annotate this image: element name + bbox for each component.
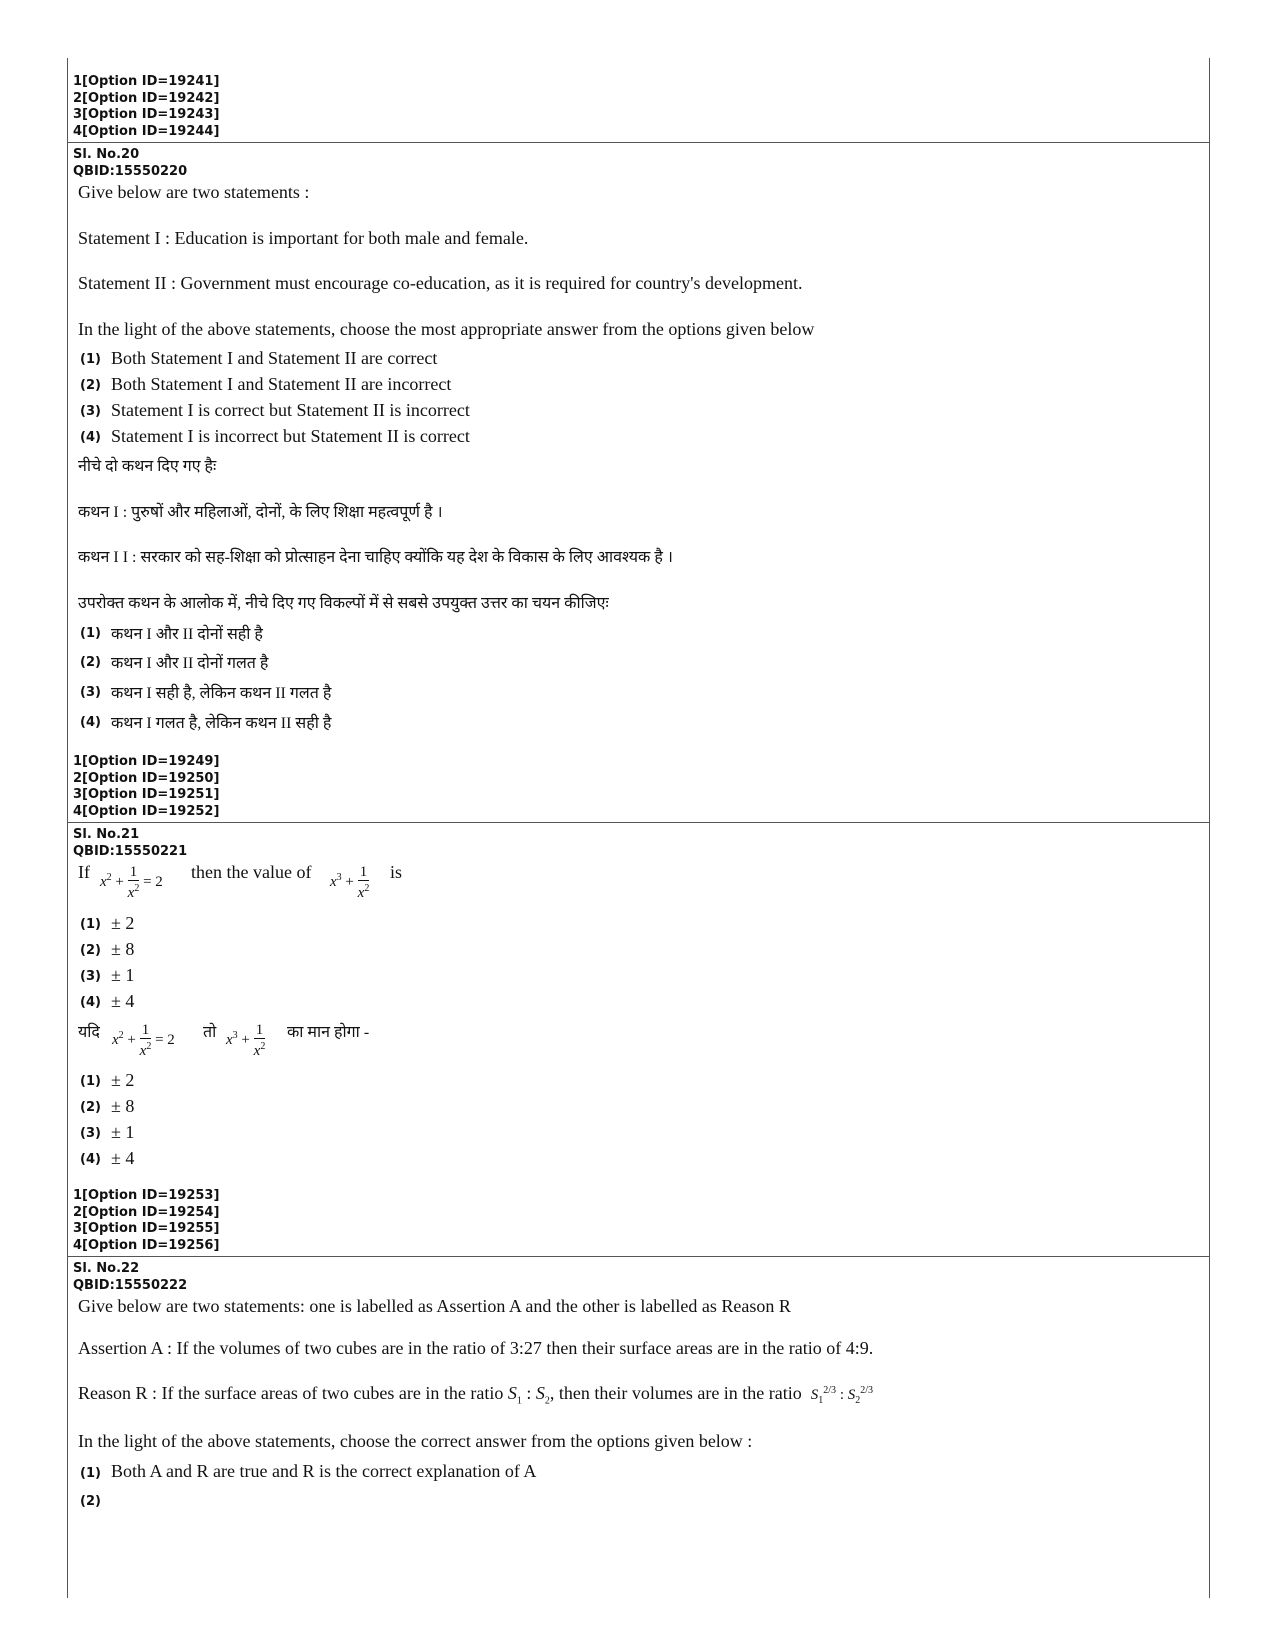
option-number: (1)	[80, 626, 101, 641]
q19-option-ids	[73, 74, 219, 140]
q21-hi-equation: $x^2$ + $\frac{1}{x^2}$ = 2	[112, 1022, 175, 1059]
option-number: (3)	[80, 404, 101, 419]
option-text: कथन I और II दोनों सही है	[111, 626, 263, 643]
option-text: कथन I सही है, लेकिन कथन II गलत है	[111, 685, 332, 702]
variable: x	[253, 1043, 261, 1059]
option-text: ± 1	[111, 965, 135, 985]
subscript: 2	[855, 1395, 861, 1406]
fraction	[358, 864, 370, 901]
option-id: 2[Option ID=19242]	[73, 90, 220, 106]
q21-target-expression: $x^3$ + $\frac{1}{x^2}$	[330, 864, 370, 901]
option-id: 1[Option ID=19249]	[73, 754, 220, 769]
q21-en-if: If	[78, 862, 90, 882]
numerator: 1	[359, 864, 368, 880]
option-text: Statement I is incorrect but Statement II is correct	[111, 426, 470, 446]
reason-text: , then their volumes are in the ratio	[549, 1383, 802, 1403]
q21-option-ids	[73, 1188, 219, 1254]
fraction	[128, 864, 140, 901]
q20-hi-intro: नीचे दो कथन दिए गए हैः	[78, 458, 217, 475]
variable: x	[226, 1031, 233, 1048]
qbid: QBID:15550222	[73, 1277, 188, 1293]
option-text: Both A and R are true and R is the correct explanation of A	[111, 1461, 537, 1481]
reason-text: Reason R : If the surface areas of two cubes are in the ratio	[78, 1383, 508, 1403]
variable: x	[100, 873, 107, 890]
option-number: (3)	[80, 969, 101, 984]
option-text: कथन I गलत है, लेकिन कथन II सही है	[111, 715, 332, 732]
option-number: (2)	[80, 943, 101, 958]
option-id: 2[Option ID=19254]	[73, 1204, 220, 1220]
option-number: (4)	[80, 430, 101, 445]
denominator	[128, 880, 140, 901]
exponent: 2	[260, 1041, 266, 1052]
option-number: (2)	[80, 378, 101, 393]
q20-option-ids	[73, 754, 219, 820]
option-number: (3)	[80, 1126, 101, 1141]
option-id: 3[Option ID=19251]	[73, 787, 220, 802]
option-id: 1[Option ID=19253]	[73, 1188, 220, 1203]
option-text: ± 8	[111, 1096, 135, 1116]
option-id: 4[Option ID=19256]	[73, 1237, 220, 1253]
option-number: (1)	[80, 917, 101, 932]
option-id: 1[Option ID=19241]	[73, 74, 220, 89]
exponent: 2	[364, 883, 370, 894]
variable: x	[357, 885, 365, 901]
q22-assertion: Assertion A : If the volumes of two cubes are in the ratio of 3:27 then their surface areas are in the ratio of 4:9.	[78, 1338, 874, 1358]
qbid: QBID:15550221	[73, 843, 188, 859]
subscript: 1	[818, 1395, 824, 1406]
option-number: (3)	[80, 685, 101, 700]
q21-en-then: then the value of	[191, 862, 312, 882]
option-id: 4[Option ID=19244]	[73, 123, 220, 139]
q20-en-statement-1: Statement I : Education is important for both male and female.	[78, 228, 529, 248]
equals-value: = 2	[155, 1031, 175, 1048]
fraction	[140, 1022, 152, 1059]
exponent: 2/3	[860, 1385, 874, 1396]
equals-value: = 2	[143, 873, 163, 890]
exponent: 2	[146, 1041, 152, 1052]
option-id: 3[Option ID=19255]	[73, 1221, 220, 1236]
q22-reason	[78, 1383, 873, 1407]
denominator	[358, 880, 370, 901]
exponent: 2	[106, 871, 112, 883]
q22-prompt: In the light of the above statements, choose the correct answer from the options given below :	[78, 1431, 753, 1451]
exponent: 2	[118, 1029, 124, 1041]
q20-hi-statement-2: कथन I I : सरकार को सह-शिक्षा को प्रोत्साहन देना चाहिए क्योंकि यह देश के विकास के लिए आवश्यक है ।	[78, 549, 673, 566]
q20-en-intro: Give below are two statements :	[78, 182, 310, 202]
option-number: (2)	[80, 1494, 101, 1509]
option-text: ± 2	[111, 913, 135, 933]
denominator	[254, 1038, 266, 1059]
variable: S	[810, 1387, 819, 1403]
q20-header	[73, 147, 187, 180]
variable: x	[139, 1043, 147, 1059]
q20-en-statement-2: Statement II : Government must encourage co-education, as it is required for country's development.	[78, 273, 803, 293]
option-text: ± 4	[111, 1148, 135, 1168]
q21-equation: $x^2$ + $\frac{1}{x^2}$ = 2	[100, 864, 163, 901]
fraction	[254, 1022, 266, 1059]
exponent: 2/3	[823, 1385, 837, 1396]
option-text: ± 2	[111, 1070, 135, 1090]
option-id: 2[Option ID=19250]	[73, 770, 220, 786]
option-number: (1)	[80, 352, 101, 367]
numerator: 1	[255, 1022, 264, 1038]
option-number: (1)	[80, 1466, 101, 1481]
serial-number: Sl. No.20	[73, 147, 140, 162]
serial-number: Sl. No.21	[73, 827, 140, 842]
q21-hi-target-expression: $x^3$ + $\frac{1}{x^2}$	[226, 1022, 266, 1059]
option-text: ± 1	[111, 1122, 135, 1142]
variable: x	[112, 1031, 119, 1048]
option-id: 4[Option ID=19252]	[73, 803, 220, 819]
option-id: 3[Option ID=19243]	[73, 107, 220, 122]
option-number: (1)	[80, 1074, 101, 1089]
denominator	[140, 1038, 152, 1059]
ratio-expression: $S_1^{2/3}$ : $S_2^{2/3}$	[810, 1385, 874, 1406]
q21-header	[73, 827, 187, 860]
option-text: Statement I is correct but Statement II is incorrect	[111, 400, 470, 420]
q21-hi-if: यदि	[78, 1024, 100, 1041]
option-number: (2)	[80, 655, 101, 670]
exponent: 3	[232, 1029, 238, 1041]
option-text: Both Statement I and Statement II are incorrect	[111, 374, 452, 394]
serial-number: Sl. No.22	[73, 1261, 140, 1276]
numerator: 1	[129, 864, 138, 880]
variable: S	[535, 1383, 545, 1403]
subscript: 2	[544, 1395, 550, 1407]
variable: x	[127, 885, 135, 901]
divider	[67, 1256, 1209, 1257]
numerator: 1	[141, 1022, 150, 1038]
exponent: 2	[134, 883, 140, 894]
option-number: (4)	[80, 715, 101, 730]
option-text: ± 4	[111, 991, 135, 1011]
divider	[67, 822, 1209, 823]
option-number: (4)	[80, 1152, 101, 1167]
q22-intro: Give below are two statements: one is labelled as Assertion A and the other is labelled as Reason R	[78, 1296, 791, 1316]
option-number: (2)	[80, 1100, 101, 1115]
q21-hi-value: का मान होगा -	[287, 1024, 370, 1041]
q20-en-prompt: In the light of the above statements, choose the most appropriate answer from the options given below	[78, 319, 815, 339]
exponent: 3	[336, 871, 342, 883]
variable: S	[507, 1383, 517, 1403]
q22-header	[73, 1261, 187, 1294]
option-text: Both Statement I and Statement II are correct	[111, 348, 438, 368]
variable: S	[847, 1387, 856, 1403]
divider	[67, 142, 1209, 143]
q20-hi-statement-1: कथन I : पुरुषों और महिलाओं, दोनों, के लिए शिक्षा महत्वपूर्ण है ।	[78, 504, 443, 521]
q21-en-is: is	[390, 862, 403, 882]
subscript: 1	[516, 1395, 522, 1407]
ratio-colon: :	[521, 1383, 536, 1403]
option-number: (4)	[80, 995, 101, 1010]
option-text: ± 8	[111, 939, 135, 959]
option-text: कथन I और II दोनों गलत है	[111, 655, 269, 672]
qbid: QBID:15550220	[73, 163, 188, 179]
variable: x	[330, 873, 337, 890]
q20-hi-prompt: उपरोक्त कथन के आलोक में, नीचे दिए गए विकल्पों में से सबसे उपयुक्त उत्तर का चयन कीजिएः	[78, 595, 609, 612]
q21-hi-then: तो	[203, 1024, 217, 1041]
